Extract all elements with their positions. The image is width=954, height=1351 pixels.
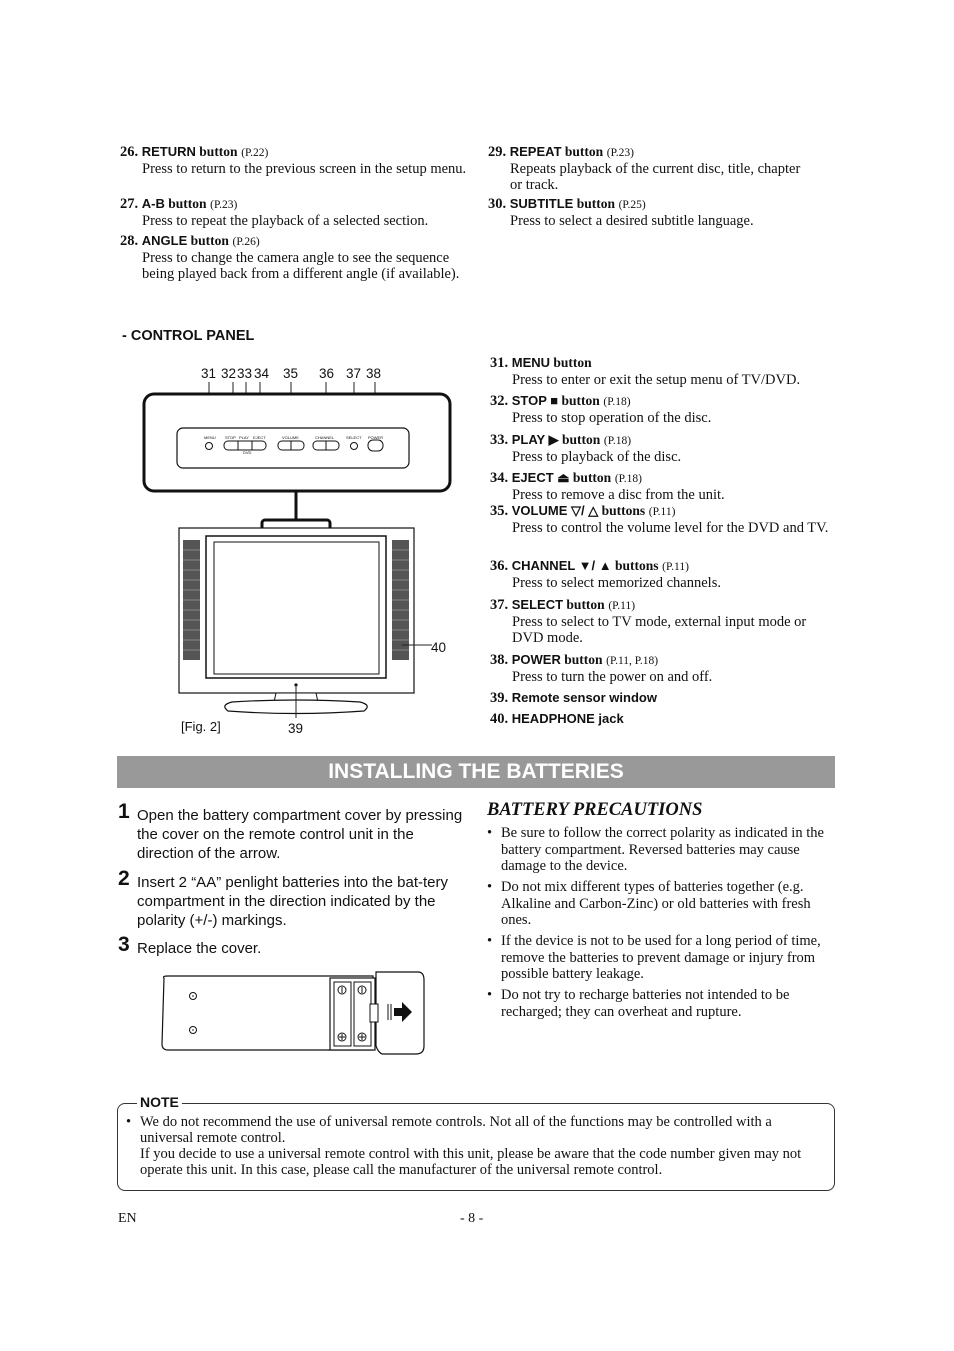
- item-suffix: button: [558, 432, 601, 447]
- precaution-text: Do not try to recharge batteries not intended to be recharged; they can overheat and rupture.: [501, 987, 790, 1020]
- item-26: [120, 144, 470, 177]
- select-button-shape: [351, 443, 358, 450]
- note-content: [126, 1114, 826, 1178]
- callout-32: 32: [221, 366, 237, 381]
- panel-label-channel: CHANNEL: [315, 435, 335, 440]
- item-28: [120, 233, 470, 282]
- step-text: Replace the cover.: [137, 940, 262, 957]
- item-29: [488, 144, 808, 193]
- item-keyword: A-B: [141, 196, 165, 211]
- callout-34: 34: [254, 366, 270, 381]
- figure-label: [Fig. 2]: [181, 719, 221, 734]
- callout-31: 31: [201, 366, 217, 381]
- panel-label-play: PLAY: [239, 435, 249, 440]
- note-paragraph-1: We do not recommend the use of universal remote controls. Not all of the functions may be controlled with a universal remote control.: [140, 1114, 772, 1146]
- panel-label-menu: MENU: [204, 435, 216, 440]
- menu-button-shape: [206, 443, 213, 450]
- callout-39: 39: [288, 721, 304, 736]
- step-text: Open the battery compartment cover by pressing the cover on the remote control unit in the direction of the arrow.: [137, 807, 463, 862]
- item-description: Press to stop operation of the disc.: [512, 410, 712, 426]
- item-page-ref: (P.23): [210, 199, 238, 211]
- step-3: [118, 933, 467, 958]
- note-paragraph-2: If you decide to use a universal remote control with this unit, please be aware that the code number given may not operate this unit. In this case, please call the manufacturer of the universal remote control.: [140, 1146, 802, 1178]
- control-panel-title: - CONTROL PANEL: [122, 328, 255, 344]
- item-page-ref: (P.22): [241, 147, 269, 159]
- precaution-item: [487, 825, 832, 875]
- item-number: 26.: [120, 144, 139, 160]
- item-suffix: button: [187, 233, 229, 248]
- footer-language: EN: [118, 1211, 137, 1226]
- item-description: Press to repeat the playback of a selected section.: [142, 213, 429, 229]
- power-button-shape: [368, 440, 383, 451]
- item-page-ref: (P.11): [608, 600, 636, 612]
- bullet: •: [126, 1114, 132, 1130]
- item-number: 27.: [120, 196, 139, 212]
- item-page-ref: (P.18): [603, 396, 631, 408]
- item-suffix: button: [561, 144, 604, 159]
- item-keyword: Remote sensor window: [511, 690, 657, 705]
- note-label: NOTE: [137, 1094, 182, 1110]
- precaution-text: Be sure to follow the correct polarity as indicated in the battery compartment. Reversed batteries may cause damage to the device.: [501, 825, 824, 874]
- item-description: Repeats playback of the current disc, title, chapter or track.: [510, 161, 801, 193]
- item-number: 35.: [490, 503, 509, 519]
- item-36: [490, 558, 840, 591]
- item-keyword: SUBTITLE: [509, 196, 574, 211]
- item-keyword: STOP ■: [511, 393, 559, 408]
- item-34: [490, 470, 840, 503]
- item-number: 39.: [490, 690, 509, 706]
- bullet: •: [487, 879, 493, 895]
- item-number: 40.: [490, 711, 509, 727]
- item-description: Press to select memorized channels.: [512, 575, 721, 591]
- item-keyword: CHANNEL ▼/ ▲: [511, 558, 612, 573]
- item-page-ref: (P.11, P.18): [606, 655, 659, 667]
- step-2: [118, 867, 467, 930]
- callout-38: 38: [366, 366, 382, 381]
- item-number: 29.: [488, 144, 507, 160]
- item-suffix: button: [164, 196, 207, 211]
- step-number: 1: [118, 800, 130, 823]
- precaution-item: [487, 987, 832, 1020]
- remote-sensor-window: [294, 683, 297, 686]
- callout-36: 36: [319, 366, 335, 381]
- item-suffix: buttons: [611, 558, 659, 573]
- item-page-ref: (P.26): [232, 236, 260, 248]
- panel-label-volume: VOLUME: [282, 435, 299, 440]
- step-1: [118, 800, 467, 863]
- item-keyword: REPEAT: [509, 144, 562, 159]
- item-number: 36.: [490, 558, 509, 574]
- panel-label-stop: STOP: [225, 435, 236, 440]
- item-keyword: SELECT: [511, 597, 564, 612]
- callout-33: 33: [237, 366, 253, 381]
- panel-label-select: SELECT: [346, 435, 362, 440]
- item-keyword: POWER: [511, 652, 561, 667]
- item-27: [120, 196, 470, 229]
- page-number: - 8 -: [460, 1211, 484, 1226]
- item-keyword: VOLUME ▽/ △: [511, 503, 599, 518]
- item-number: 31.: [490, 355, 509, 371]
- item-30: [488, 196, 808, 229]
- step-text: Insert 2 “AA” penlight batteries into the bat-tery compartment in the direction indicated by the polarity (+/-) markings.: [137, 874, 448, 929]
- precaution-text: If the device is not to be used for a long period of time, remove the batteries to prevent damage or injury from possible battery leakage.: [501, 933, 821, 982]
- item-suffix: button: [195, 144, 238, 159]
- dvd-buttons-shape: [224, 441, 266, 450]
- item-description: Press to select a desired subtitle language.: [510, 213, 754, 229]
- item-page-ref: (P.18): [614, 473, 642, 485]
- callout-37: 37: [346, 366, 362, 381]
- item-keyword: ANGLE: [141, 233, 188, 248]
- item-number: 33.: [490, 432, 509, 448]
- item-number: 38.: [490, 652, 509, 668]
- item-38: [490, 652, 840, 685]
- item-description: Press to select to TV mode, external input mode or DVD mode.: [512, 614, 807, 646]
- item-suffix: buttons: [598, 503, 646, 518]
- item-40: [490, 711, 840, 727]
- precaution-item: [487, 879, 832, 929]
- item-suffix: button: [550, 355, 592, 370]
- item-39: [490, 690, 840, 706]
- item-32: [490, 393, 840, 426]
- item-description: Press to turn the power on and off.: [512, 669, 713, 685]
- step-number: 2: [118, 867, 130, 890]
- item-31: [490, 355, 840, 388]
- item-33: [490, 432, 840, 465]
- item-keyword: EJECT ⏏: [511, 470, 570, 485]
- remote-battery-illustration: [158, 968, 428, 1056]
- bullet: •: [487, 987, 493, 1003]
- panel-label-dvd: DVD: [243, 450, 252, 455]
- precaution-text: Do not mix different types of batteries together (e.g. Alkaline and Carbon-Zinc) or old batteries with fresh ones.: [501, 879, 811, 928]
- item-description: Press to change the camera angle to see the sequence being played back from a different angle (if available).: [142, 250, 460, 282]
- item-35: [490, 503, 840, 536]
- item-keyword: HEADPHONE jack: [511, 711, 624, 726]
- precaution-item: [487, 933, 832, 983]
- step-number: 3: [118, 933, 130, 956]
- item-37: [490, 597, 840, 646]
- item-suffix: button: [560, 652, 603, 667]
- item-number: 30.: [488, 196, 507, 212]
- callout-40: 40: [431, 640, 447, 655]
- panel-label-power: POWER: [368, 435, 384, 440]
- item-description: Press to control the volume level for the DVD and TV.: [512, 520, 829, 536]
- item-description: Press to return to the previous screen in the setup menu.: [142, 161, 467, 177]
- control-panel-diagram: [140, 360, 460, 745]
- item-suffix: button: [563, 597, 605, 612]
- item-number: 34.: [490, 470, 509, 486]
- item-number: 32.: [490, 393, 509, 409]
- item-suffix: button: [569, 470, 612, 485]
- item-number: 28.: [120, 233, 139, 249]
- item-suffix: button: [558, 393, 600, 408]
- panel-label-eject: EJECT: [253, 435, 266, 440]
- tv-screen: [214, 542, 379, 674]
- item-description: Press to playback of the disc.: [512, 449, 682, 465]
- item-keyword: MENU: [511, 355, 551, 370]
- item-description: Press to remove a disc from the unit.: [512, 487, 725, 503]
- item-page-ref: (P.25): [618, 199, 646, 211]
- bullet: •: [487, 825, 493, 841]
- precautions-title: BATTERY PRECAUTIONS: [487, 800, 703, 820]
- item-number: 37.: [490, 597, 509, 613]
- item-description: Press to enter or exit the setup menu of TV/DVD.: [512, 372, 801, 388]
- callout-35: 35: [283, 366, 299, 381]
- item-page-ref: (P.23): [606, 147, 634, 159]
- item-keyword: RETURN: [141, 144, 196, 159]
- section-banner: INSTALLING THE BATTERIES: [117, 756, 835, 788]
- item-keyword: PLAY ▶: [511, 432, 559, 447]
- item-page-ref: (P.11): [648, 506, 676, 518]
- item-page-ref: (P.11): [662, 561, 689, 573]
- item-suffix: button: [573, 196, 615, 211]
- item-page-ref: (P.18): [603, 435, 632, 447]
- bullet: •: [487, 933, 493, 949]
